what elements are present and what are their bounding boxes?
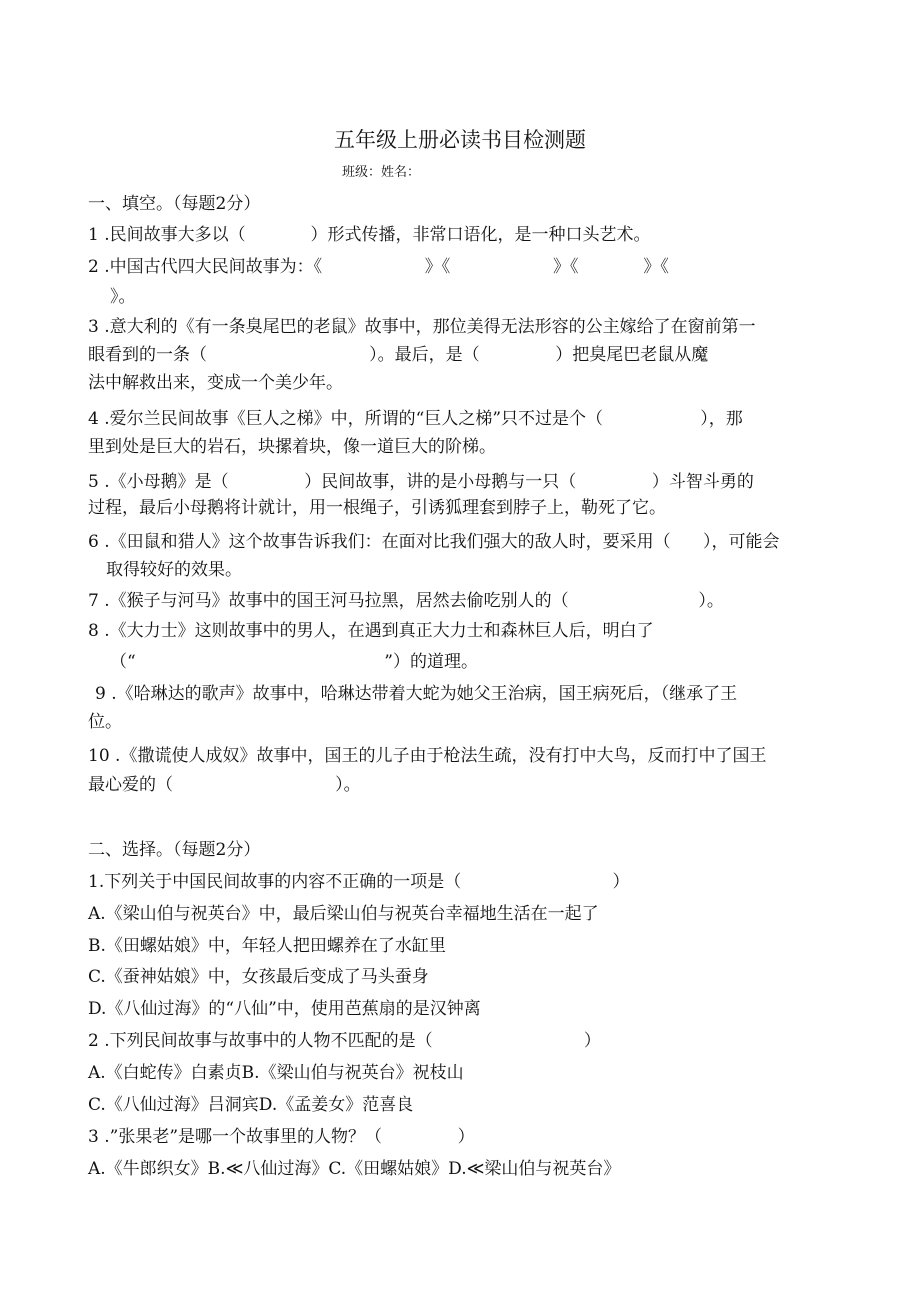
question-line: 》。	[110, 287, 136, 307]
question-line: 8 .《大力士》这则故事中的男人，在遇到真正大力士和森林巨人后，明白了	[88, 621, 654, 641]
question-line: 7 .《猴子与河马》故事中的国王河马拉黑，居然去偷吃别人的（ ）。	[88, 591, 724, 611]
question-line: 位。	[88, 712, 122, 732]
question-line: 3 .”张果老”是哪一个故事里的人物？（ ）	[88, 1127, 475, 1147]
question-line: 里到处是巨大的岩石，块摞着块，像一道巨大的阶梯。	[88, 437, 496, 457]
option-line: D.《八仙过海》的“八仙”中，使用芭蕉扇的是汉钟离	[88, 999, 481, 1019]
question-line: （“ ”）的道理。	[110, 652, 478, 672]
option-line: A.《白蛇传》白素贞B.《梁山伯与祝英台》祝枝山	[88, 1063, 464, 1083]
option-line: B.《田螺姑娘》中，年轻人把田螺养在了水缸里	[88, 936, 446, 956]
option-line: C.《八仙过海》吕洞宾D.《孟姜女》范喜良	[88, 1095, 414, 1115]
question-line: 1 .民间故事大多以（ ）形式传播，非常口语化，是一种口头艺术。	[88, 225, 651, 245]
question-line: 最心爱的（ ）。	[88, 775, 361, 795]
question-line: 6 .《田鼠和猎人》这个故事告诉我们：在面对比我们强大的敌人时，要采用（ ），可能会	[88, 532, 780, 552]
question-line: 5 .《小母鹅》是（ ）民间故事，讲的是小母鹅与一只（ ）斗智斗勇的	[88, 472, 754, 492]
question-line: 2 .中国古代四大民间故事为：《 》《 》《 》《	[88, 257, 669, 277]
question-line: 2 .下列民间故事与故事中的人物不匹配的是（ ）	[88, 1031, 601, 1051]
question-line: 取得较好的效果。	[106, 560, 242, 580]
option-line: A.《牛郎织女》B.≪八仙过海》C.《田螺姑娘》D.≪梁山伯与祝英台》	[88, 1159, 621, 1179]
question-line: 10 .《撒谎使人成奴》故事中，国王的儿子由于枪法生疏，没有打中大鸟，反而打中了国王	[88, 746, 767, 766]
section-heading-fill-blank: 一、填空。（每题2分）	[88, 194, 261, 214]
class-name-line: 班级：姓名：	[342, 165, 421, 180]
question-line: 3 .意大利的《有一条臭尾巴的老鼠》故事中，那位美得无法形容的公主嫁给了在窗前第一	[88, 317, 756, 337]
question-line: 9 .《哈琳达的歌声》故事中，哈琳达带着大蛇为她父王治病，国王病死后，（继承了王	[95, 684, 738, 704]
question-line: 1.下列关于中国民间故事的内容不正确的一项是（ ）	[88, 872, 630, 892]
option-line: C.《蚕神姑娘》中，女孩最后变成了马头蚕身	[88, 967, 429, 987]
question-line: 眼看到的一条（ ）。最后，是（ ）把臭尾巴老鼠从魔	[88, 345, 709, 365]
section-heading-choice: 二、选择。（每题2分）	[88, 840, 261, 860]
page-title: 五年级上册必读书目检测题	[334, 128, 586, 152]
question-line: 过程，最后小母鹅将计就计，用一根绳子，引诱狐理套到脖子上，勒死了它。	[88, 498, 666, 518]
option-line: A.《梁山伯与祝英台》中，最后梁山伯与祝英台幸福地生活在一起了	[88, 904, 599, 924]
question-line: 4 .爱尔兰民间故事《巨人之梯》中，所谓的“巨人之梯”只不过是个（ ），那	[88, 409, 743, 429]
question-line: 法中解救出来，变成一个美少年。	[88, 373, 343, 393]
